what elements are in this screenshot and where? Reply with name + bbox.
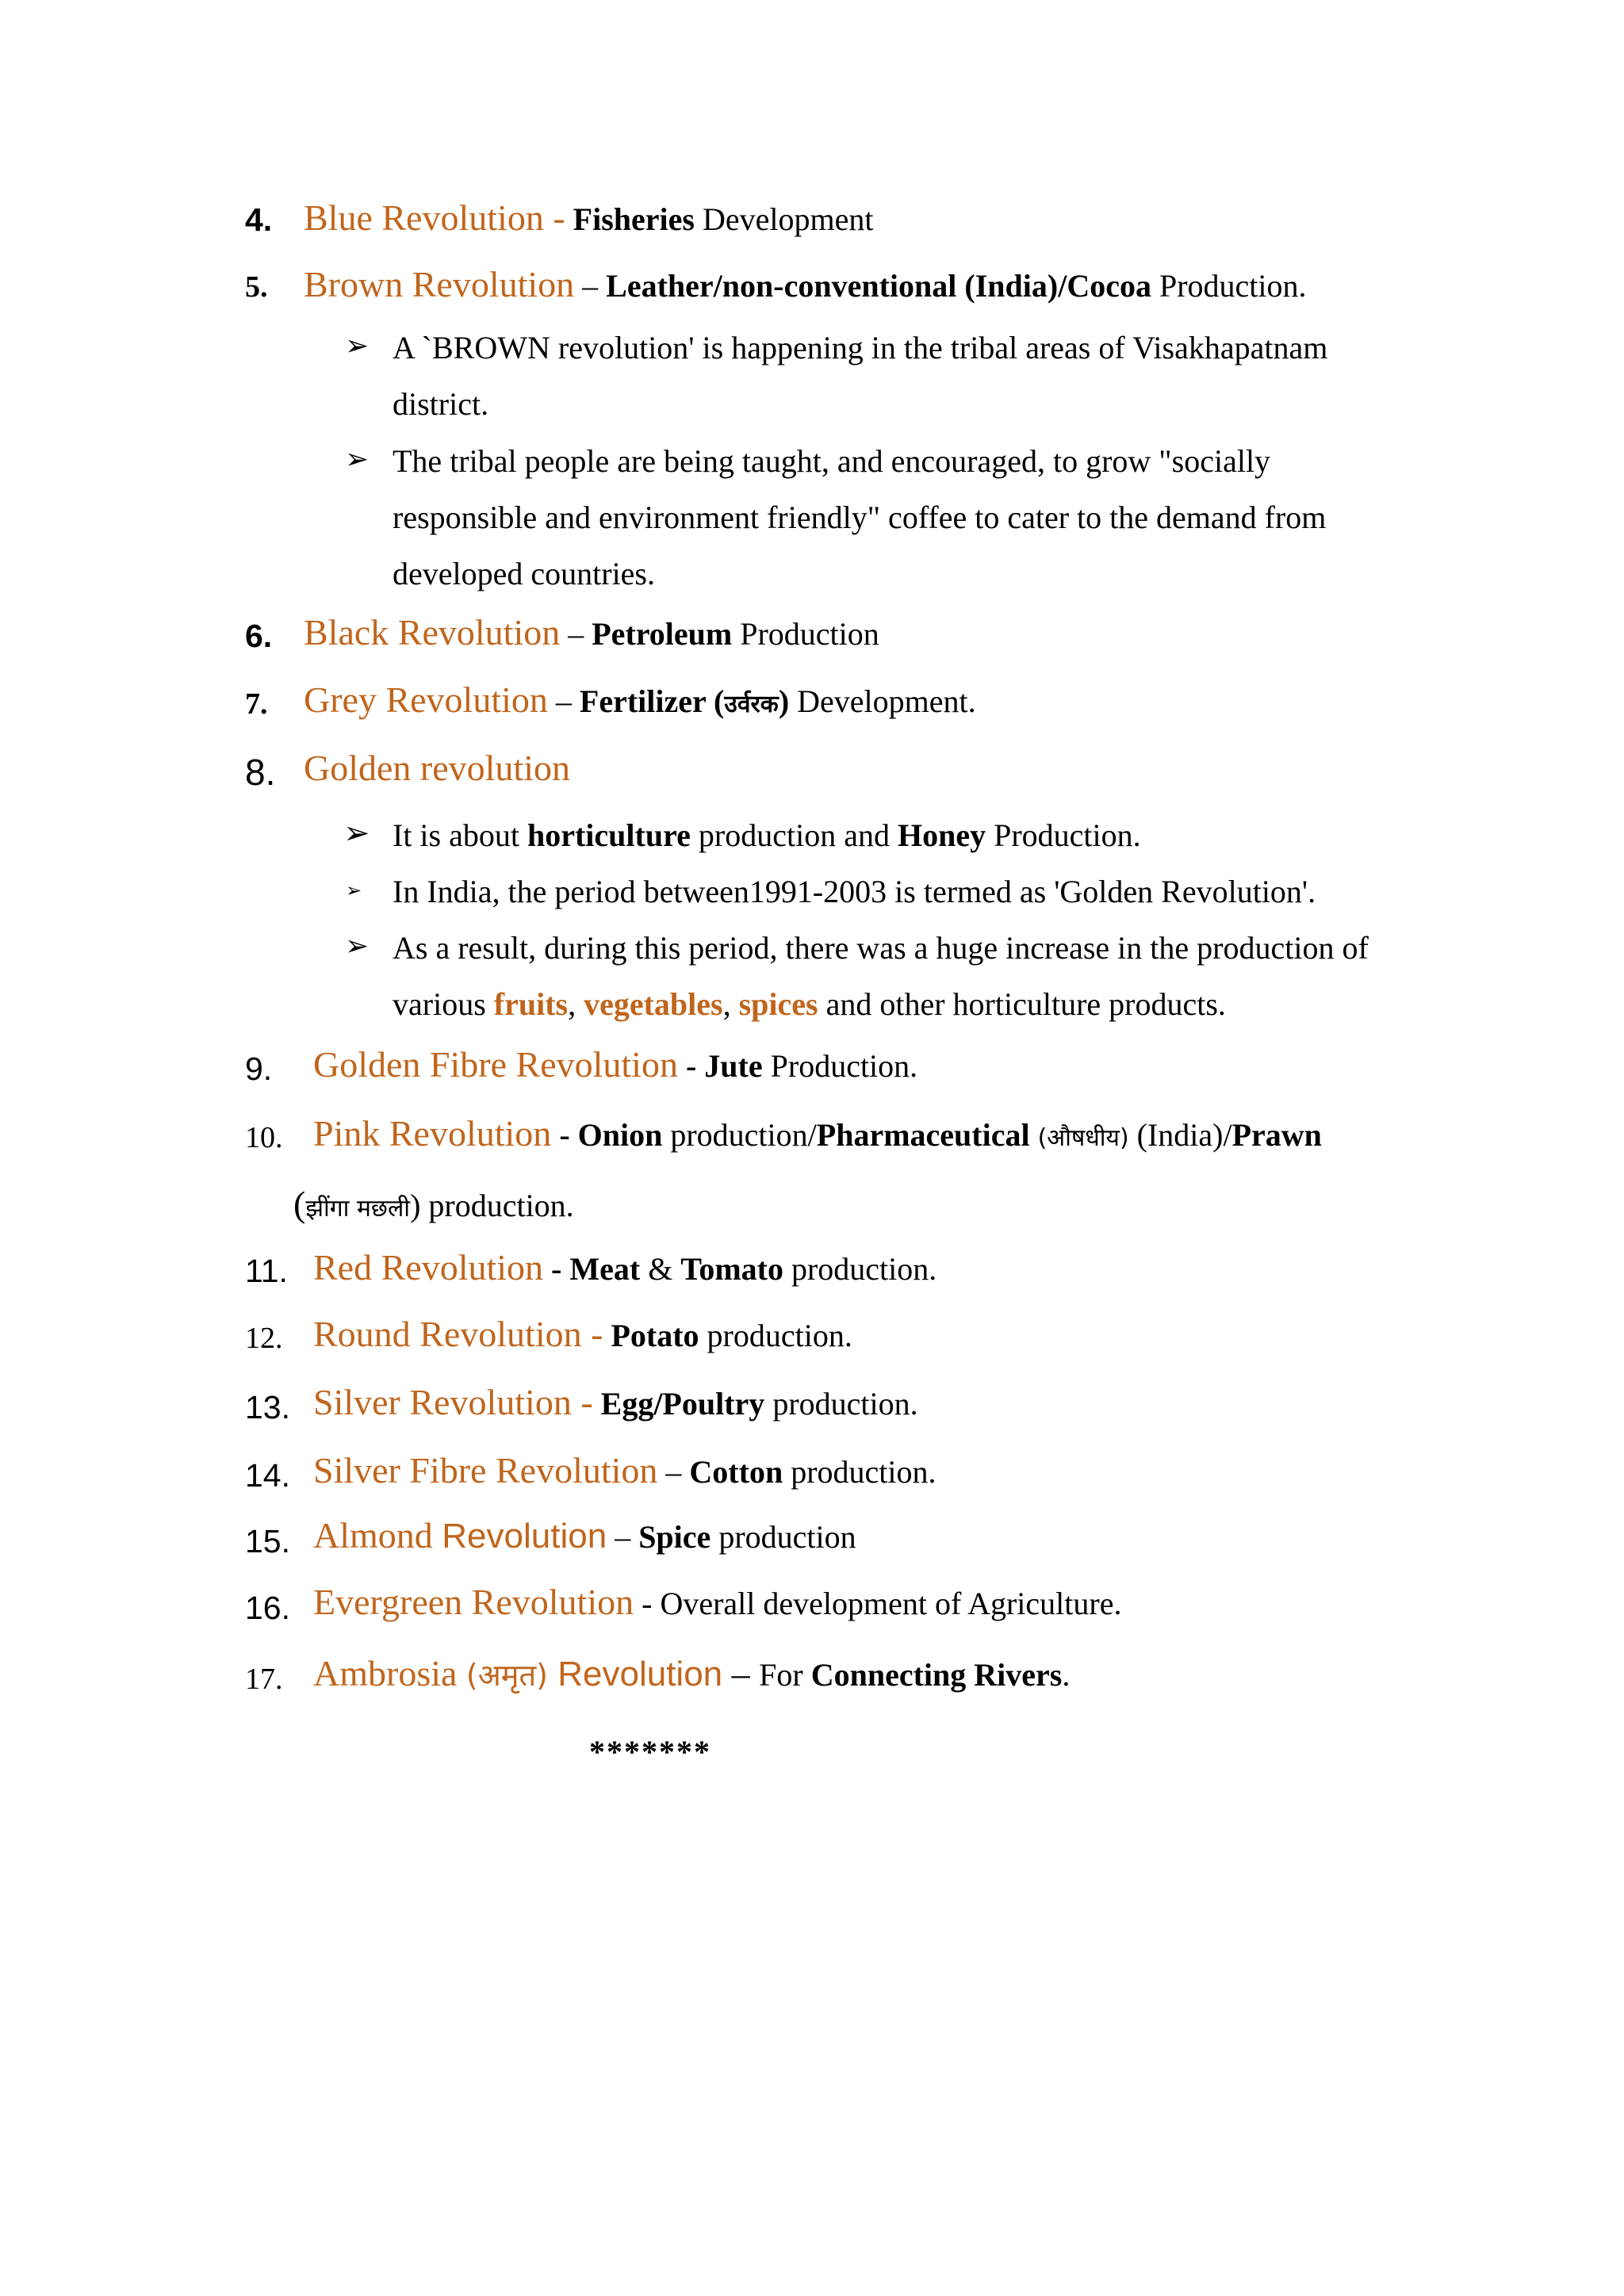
list-item-evergreen-revolution: [313, 1584, 1121, 1621]
arrowhead-icon: ➢: [345, 930, 370, 962]
bullet-text-part: production and: [690, 817, 898, 853]
item-desc-bold: Leather/non-conventional (India)/Cocoa: [606, 268, 1151, 304]
item-desc-bold: Petroleum: [592, 616, 733, 652]
revolution-title: Grey Revolution: [304, 679, 548, 720]
item-desc-bold: Fertilizer (: [579, 683, 725, 719]
item-desc-bold: Connecting Rivers: [810, 1657, 1063, 1693]
item-desc: Production.: [1151, 268, 1307, 304]
list-item-pink-revolution: [313, 1115, 1322, 1152]
item-desc: production.: [764, 1386, 918, 1422]
item-desc-bold: Pharmaceutical: [816, 1117, 1030, 1153]
revolution-title: Red Revolution: [313, 1247, 544, 1288]
separator: -: [543, 1251, 570, 1287]
item-desc-bold: Jute: [704, 1048, 763, 1084]
list-item-golden-fibre-revolution: [313, 1044, 918, 1085]
highlight-term: vegetables: [584, 986, 723, 1022]
item-desc: production.: [699, 1318, 852, 1353]
bullet-text: In India, the period between1991-2003 is termed as 'Golden Revolution'.: [393, 874, 1316, 909]
list-item-blue-revolution: [304, 197, 874, 238]
item-desc-bold: Egg/Poultry: [600, 1386, 765, 1422]
bullet-text-part: ,: [568, 986, 584, 1022]
list-item-red-revolution: [313, 1249, 936, 1286]
item-number: 17.: [245, 1663, 283, 1696]
bold-term: Honey: [897, 817, 986, 853]
item-desc-bold: Meat: [569, 1251, 641, 1287]
bold-term: horticulture: [527, 817, 691, 853]
list-item-silver-revolution: [313, 1384, 918, 1421]
bullet-line: The tribal people are being taught, and encouraged, to grow "socially: [393, 443, 1271, 479]
list-item-almond-revolution: [313, 1517, 856, 1554]
bullet-text: [393, 320, 1327, 432]
list-item-continuation: [293, 1186, 574, 1223]
item-number: 9.: [245, 1050, 273, 1087]
item-desc: .: [1062, 1657, 1071, 1693]
separator: –: [547, 683, 580, 719]
item-number: 11.: [245, 1253, 288, 1289]
bullet-text: [393, 920, 1369, 1032]
bullet-line: district.: [393, 386, 489, 422]
arrowhead-icon: ➢: [343, 815, 370, 851]
item-desc: For: [759, 1657, 811, 1693]
item-number: 8.: [245, 752, 276, 793]
item-desc: production/: [662, 1117, 817, 1153]
item-desc: Development.: [789, 683, 976, 719]
item-desc-bold: Fisheries: [573, 201, 695, 237]
bullet-text-part: ,: [722, 986, 739, 1022]
separator: -: [551, 1117, 578, 1153]
highlight-term: fruits: [493, 986, 569, 1022]
item-desc: Overall development of Agriculture.: [660, 1586, 1122, 1621]
revolution-title: Almond: [313, 1515, 442, 1556]
hindi-term: (औषधीय): [1037, 1124, 1129, 1152]
separator: –: [607, 1519, 639, 1555]
revolution-title: Evergreen Revolution: [313, 1582, 634, 1622]
revolution-title: Brown Revolution: [304, 264, 575, 304]
item-desc: &: [640, 1251, 681, 1287]
revolution-title: Pink Revolution: [313, 1113, 552, 1154]
section-divider-stars: *******: [589, 1734, 711, 1770]
revolution-title: Silver Revolution -: [313, 1382, 593, 1422]
item-number: 7.: [245, 687, 268, 721]
list-item-silver-fibre-revolution: [313, 1452, 936, 1489]
item-desc: ) production.: [410, 1188, 574, 1223]
hindi-term: (अमृत): [465, 1658, 548, 1693]
revolution-title: Blue Revolution -: [304, 197, 565, 238]
item-number: 10.: [245, 1121, 283, 1154]
item-number: 6.: [245, 618, 273, 654]
hindi-term: झींगा मछली: [305, 1195, 411, 1223]
revolution-title: Round Revolution -: [313, 1314, 603, 1354]
arrowhead-icon: ➢: [345, 330, 370, 362]
list-item-grey-revolution: [304, 679, 976, 720]
item-desc-bold: Tomato: [680, 1251, 783, 1287]
revolution-title: Golden Fibre Revolution: [313, 1044, 678, 1085]
list-item-round-revolution: [313, 1316, 852, 1353]
separator: -: [677, 1048, 705, 1084]
item-desc: Production: [732, 616, 879, 652]
bullet-line: responsible and environment friendly" coffee to cater to the demand from: [393, 499, 1327, 535]
separator: –: [574, 268, 607, 304]
item-desc: Development: [694, 201, 874, 237]
item-number: 16.: [245, 1590, 290, 1626]
bullet-line: A `BROWN revolution' is happening in the tribal areas of Visakhapatnam: [393, 330, 1328, 365]
revolution-title: Golden revolution: [304, 748, 570, 788]
item-number: 14.: [245, 1457, 290, 1494]
item-desc-bold: Prawn: [1231, 1117, 1322, 1153]
hindi-term: उर्वरक: [724, 691, 779, 718]
bullet-line: developed countries.: [393, 556, 655, 591]
revolution-title: Ambrosia: [313, 1653, 466, 1693]
item-desc-bold: Onion: [577, 1117, 663, 1153]
bullet-line: [393, 976, 1369, 1032]
bullet-text-part: It is about: [393, 817, 527, 853]
item-desc-bold: Cotton: [689, 1454, 783, 1490]
bullet-line: As a result, during this period, there was a huge increase in the production of: [393, 930, 1369, 966]
list-item-black-revolution: [304, 614, 879, 651]
revolution-title: Revolution: [442, 1517, 607, 1556]
item-desc-bold: Potato: [611, 1318, 699, 1353]
revolution-title: Black Revolution: [304, 612, 561, 652]
bullet-text: [393, 807, 1141, 863]
separator: –: [657, 1454, 690, 1490]
arrowhead-icon: ➢: [345, 443, 370, 476]
item-desc-bold: Spice: [638, 1519, 711, 1555]
list-item-brown-revolution: [304, 266, 1307, 303]
bullet-text-part: Production.: [986, 817, 1141, 853]
item-number: 12.: [245, 1322, 283, 1355]
item-desc: production: [710, 1519, 856, 1555]
separator: –: [722, 1653, 760, 1693]
highlight-term: spices: [738, 986, 818, 1022]
arrowhead-icon: ➢: [346, 879, 362, 901]
item-desc: Production.: [762, 1048, 918, 1084]
item-number: 13.: [245, 1389, 290, 1425]
item-number: 5.: [245, 270, 268, 304]
bullet-text-part: and other horticulture products.: [818, 986, 1226, 1022]
list-item-golden-revolution: [304, 750, 570, 786]
item-number: 15.: [245, 1523, 290, 1559]
bullet-text: [393, 433, 1326, 602]
separator: -: [634, 1586, 661, 1621]
paren: (: [293, 1184, 306, 1224]
revolution-title: Silver Fibre Revolution: [313, 1450, 658, 1490]
item-desc: (India)/: [1128, 1117, 1232, 1153]
item-desc: production.: [783, 1454, 936, 1490]
item-desc: production.: [783, 1251, 937, 1287]
revolution-title: Revolution: [548, 1655, 723, 1693]
item-number: 4.: [245, 201, 273, 238]
separator: –: [560, 616, 592, 652]
item-desc-bold: ): [778, 683, 790, 719]
list-item-ambrosia-revolution: [313, 1655, 1070, 1692]
bullet-text-part: various: [393, 986, 494, 1022]
